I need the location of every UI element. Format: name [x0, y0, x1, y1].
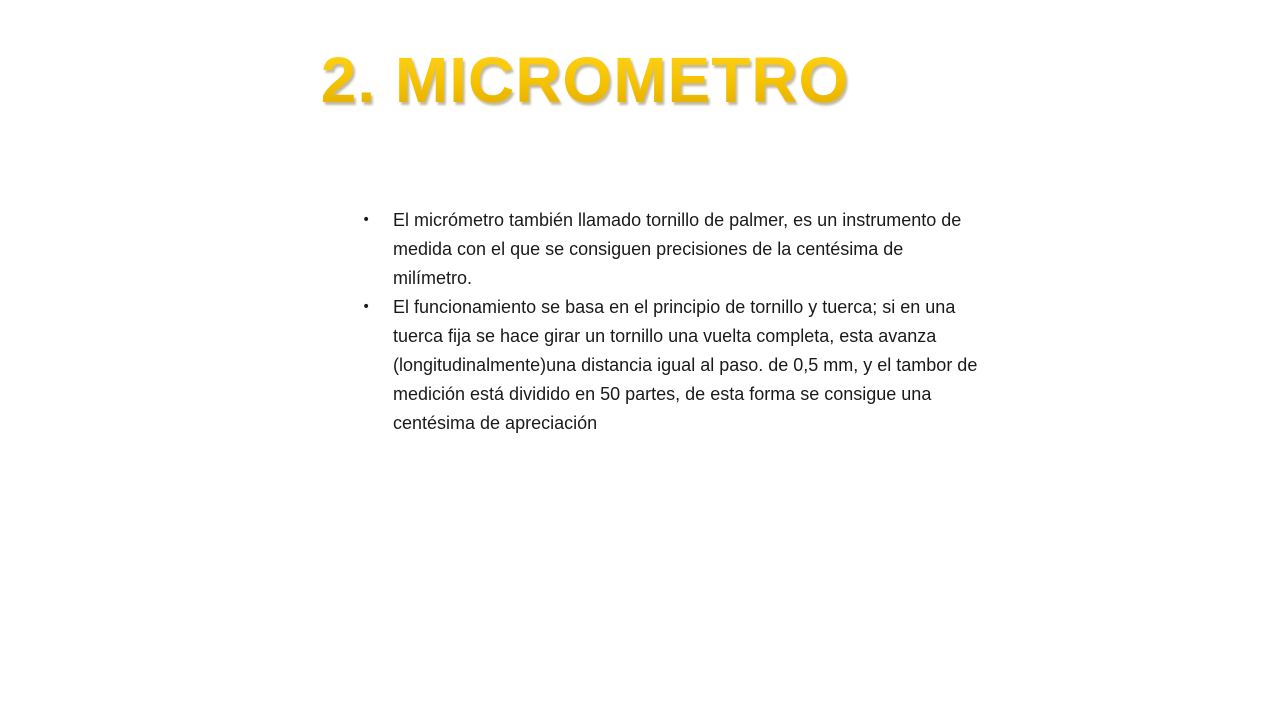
slide-content — [362, 206, 987, 438]
bullet-item — [362, 293, 987, 438]
bullet-list — [362, 206, 987, 438]
bullet-text: El funcionamiento se basa en el principio de tornillo y tuerca; si en una tuerca fija se hace girar un tornillo una vuelta completa, esta avanza (longitudinalmente)una distancia igual al paso. de 0,5 mm, y el tambor de medición está dividido en 50 partes, de esta forma se consigue una centésima de apreciación — [393, 297, 978, 433]
bullet-icon: • — [362, 212, 371, 228]
bullet-text: El micrómetro también llamado tornillo de palmer, es un instrumento de medida con el que se consiguen precisiones de la centésima de milímetro. — [393, 210, 962, 288]
bullet-item — [362, 206, 987, 293]
bullet-icon: • — [362, 299, 371, 315]
slide-title: 2. MICROMETRO — [0, 48, 1170, 112]
